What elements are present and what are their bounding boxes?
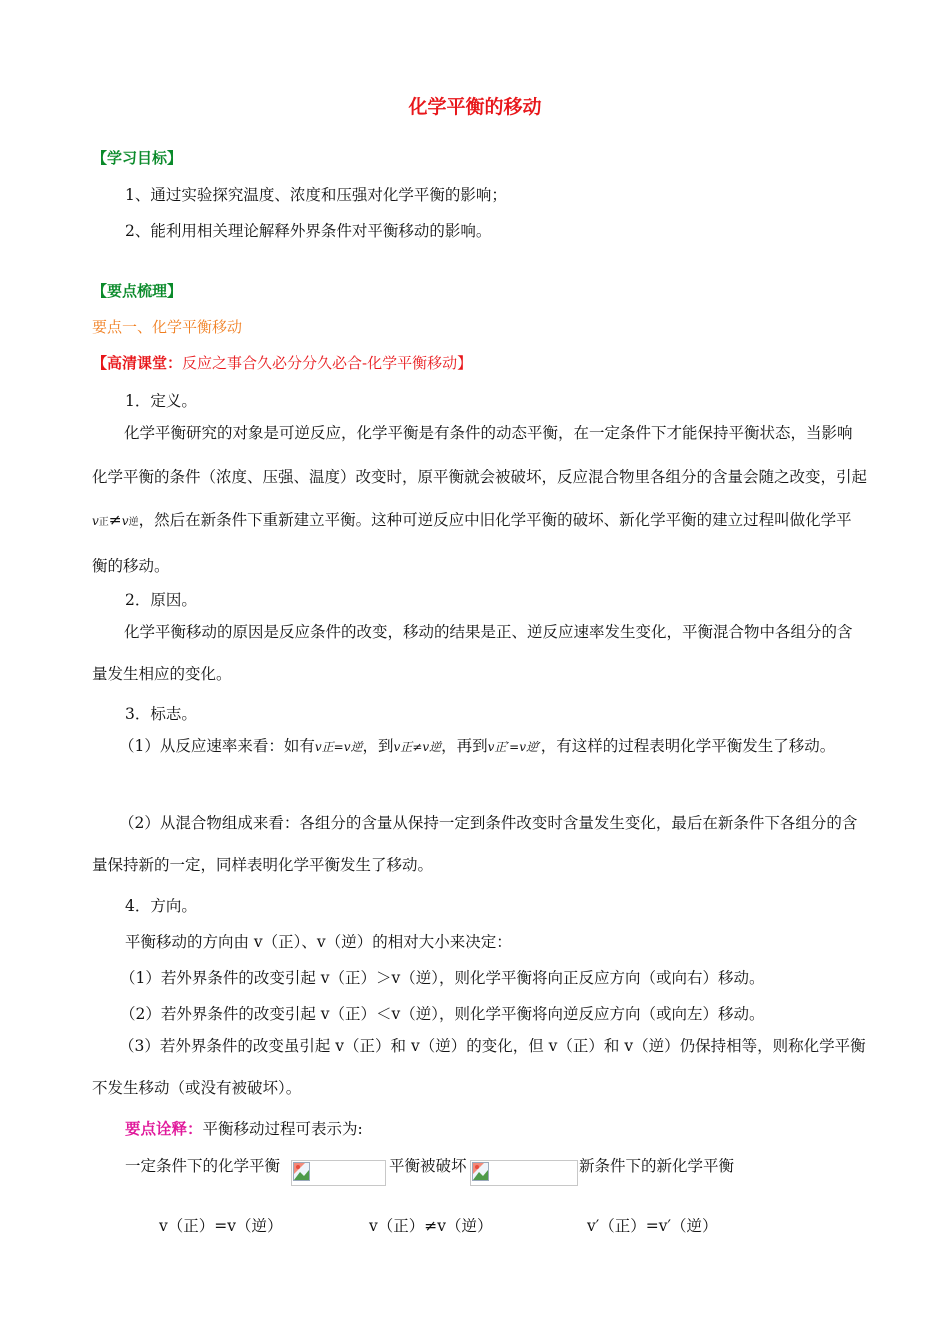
note-label: 要点诠释： <box>125 1120 203 1138</box>
s3-item1-text-b: ，到 <box>362 737 394 755</box>
broken-image-icon <box>472 1162 489 1181</box>
s3-item1-text-c: ，再到 <box>441 737 488 755</box>
s3-item1-text-d: ，有这样的过程表明化学平衡发生了移动。 <box>540 737 836 755</box>
rate-forward-sub: 正 <box>98 517 109 528</box>
class-title: 反应之事合久必分分久必合-化学平衡移动】 <box>182 354 473 372</box>
section-4-item-2: （2）若外界条件的改变引起 v（正）＜v（逆），则化学平衡将向逆反应方向（或向左）移动。 <box>120 1005 765 1023</box>
flow-state-2: 平衡被破坏 <box>389 1157 467 1175</box>
section-1-text-b: ，然后在新条件下重新建立平衡。这种可逆反应中旧化学平衡的破坏、新化学平衡的建立过程叫做化学平衡的移动。 <box>92 511 852 575</box>
key-points-heading: 【要点梳理】 <box>92 282 183 300</box>
section-2-paragraph: 化学平衡移动的原因是反应条件的改变，移动的结果是正、逆反应速率发生变化，平衡混合物中各组分的含量发生相应的变化。 <box>92 623 853 683</box>
flow-rate-3: v′（正）=v′（逆） <box>587 1217 718 1235</box>
rate-v-forward: v <box>92 514 99 528</box>
section-4-intro: 平衡移动的方向由 v（正）、v（逆）的相对大小来决定： <box>125 933 512 951</box>
s3-item1-text-a: （1）从反应速率来看：如有 <box>119 737 315 755</box>
s3-rate-expr-1: v正=v逆 <box>314 740 363 754</box>
section-1-text-a: 化学平衡研究的对象是可逆反应，化学平衡是有条件的动态平衡，在一定条件下才能保持平衡状态，当影响化学平衡的条件（浓度、压强、温度）改变时，原平衡就会被破坏，反应混合物里各组分的含量会随之改变，引起 <box>92 424 868 486</box>
section-1-paragraph <box>92 412 867 588</box>
class-link[interactable] <box>92 352 472 373</box>
broken-image-2 <box>470 1160 578 1186</box>
page-title: 化学平衡的移动 <box>408 96 542 118</box>
note-line <box>125 1117 363 1139</box>
flow-rate-1: v（正）=v（逆） <box>159 1217 283 1235</box>
flow-rate-2: v（正）≠v（逆） <box>369 1217 493 1235</box>
section-4-item-3: （3）若外界条件的改变虽引起 v（正）和 v（逆）的变化，但 v（正）和 v（逆）仍保持相等，则称化学平衡不发生移动（或没有被破坏）。 <box>92 1037 866 1097</box>
section-1-heading: 1．定义。 <box>125 392 197 410</box>
objective-item-1: 1、通过实验探究温度、浓度和压强对化学平衡的影响； <box>125 186 507 204</box>
objective-item-2: 2、能利用相关理论解释外界条件对平衡移动的影响。 <box>125 222 492 240</box>
flow-state-3: 新条件下的新化学平衡 <box>579 1157 735 1175</box>
section-3-item-2: （2）从混合物组成来看：各组分的含量从保持一定到条件改变时含量发生变化，最后在新条件下各组分的含量保持新的一定，同样表明化学平衡发生了移动。 <box>92 814 858 874</box>
s3-rate-expr-2: v正≠v逆 <box>393 740 442 754</box>
objectives-heading: 【学习目标】 <box>92 149 183 167</box>
section-4-item-1: （1）若外界条件的改变引起 v（正）＞v（逆），则化学平衡将向正反应方向（或向右）移动。 <box>120 969 765 987</box>
not-equal-sign: ≠ <box>108 511 122 529</box>
broken-image-1 <box>291 1160 386 1186</box>
s3-rate-expr-3: v正′=v逆′ <box>487 740 541 754</box>
class-label: 【高清课堂： <box>92 354 183 372</box>
rate-v-reverse: v <box>121 514 129 528</box>
key-point-1-heading: 要点一、化学平衡移动 <box>92 318 243 336</box>
rate-reverse-sub: 逆 <box>128 517 139 528</box>
section-3-item-1 <box>92 725 867 768</box>
section-2-heading: 2．原因。 <box>125 591 197 609</box>
flow-state-1: 一定条件下的化学平衡 <box>125 1157 281 1175</box>
section-3-heading: 3．标志。 <box>125 705 197 723</box>
broken-image-icon <box>293 1162 310 1181</box>
note-text: 平衡移动过程可表示为: <box>202 1120 363 1138</box>
section-4-heading: 4．方向。 <box>125 897 197 915</box>
